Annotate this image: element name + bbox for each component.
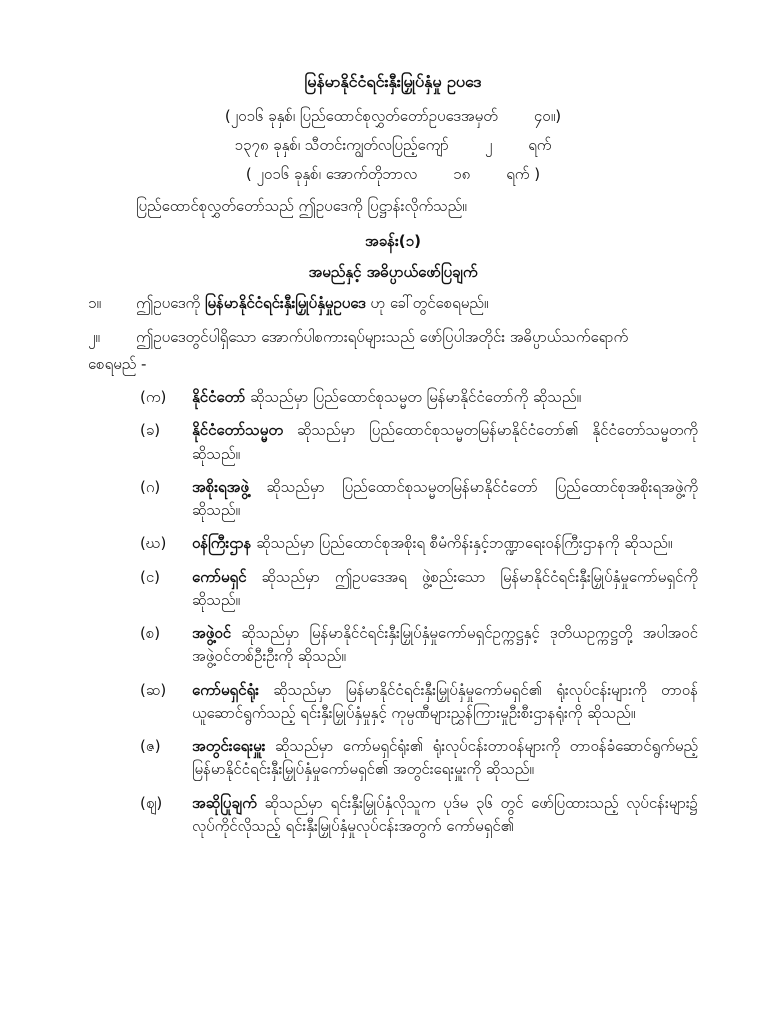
gregorian-date-day: ၁၈ [453, 165, 471, 184]
definition-item [88, 386, 698, 409]
burmese-date-line [88, 134, 698, 157]
definition-item [88, 476, 698, 523]
definition-item [88, 622, 698, 669]
section-2 [88, 326, 698, 349]
definition-term: နိုင်ငံတော် [192, 388, 246, 407]
definition-term: နိုင်ငံတော်သမ္မတ [192, 421, 283, 440]
enactment-clause: ပြည်ထောင်စုလွှတ်တော်သည် ဤဥပဒေကို ပြဋ္ဌာန်းလိုက်သည်။ [136, 196, 467, 215]
section-number: ၂။ [88, 327, 100, 346]
definition-mark: (ဂ) [140, 477, 161, 496]
definition-text: ဆိုသည်မှာ မြန်မာနိုင်ငံရင်းနှီးမြှုပ်နှံမှုကော်မရှင်၏ ရုံးလုပ်ငန်းများကို တာဝန်ယူဆောင်ရွက်သည့် ရင်းနှီးမြှုပ်နှံမှုနှင့် ကုမ္ပဏီများညွှန်ကြားမှုဦးစီးဌာနရုံးကို ဆိုသည်။ [192, 680, 698, 722]
chapter-label: အခန်း(၁) [365, 231, 421, 250]
definition-text: ဆိုသည်မှာ မြန်မာနိုင်ငံရင်းနှီးမြှုပ်နှံမှုကော်မရှင်ဥက္ကဋ္ဌနှင့် ဒုတိယဥက္ကဋ္ဌတို့ အပါအဝင် အဖွဲ့ဝင်တစ်ဦးဦးကို ဆိုသည်။ [192, 624, 698, 666]
definition-text: ဆိုသည်မှာ ဤဥပဒေအရ ဖွဲ့စည်းသော မြန်မာနိုင်ငံရင်းနှီးမြှုပ်နှံမှုကော်မရှင်ကို ဆိုသည်။ [192, 567, 698, 609]
section-text [136, 292, 698, 315]
definition-item [88, 735, 698, 782]
definition-mark: (ဃ) [140, 534, 167, 553]
section-2-continuation: စေရမည် - [88, 354, 147, 373]
burmese-date-prefix: ၁၃၇၈ ခုနှစ်၊ သီတင်းကျွတ်လပြည့်ကျော် [234, 136, 449, 155]
definition-text: ဆိုသည်မှာ ပြည်ထောင်စုအစိုးရ စီမံကိန်းနှင့်ဘဏ္ဍာရေးဝန်ကြီးဌာနကို ဆိုသည်။ [251, 534, 673, 553]
burmese-date-day: ၂ [484, 136, 493, 155]
definition-term: အဖွဲ့ဝင် [192, 624, 232, 643]
section-number: ၁။ [88, 294, 101, 313]
section-text: ဤဥပဒေတွင်ပါရှိသော အောက်ပါစကားရပ်များသည် ဖော်ပြပါအတိုင်း အဓိပ္ပာယ်သက်ရောက် [136, 327, 629, 346]
definition-term: ကော်မရှင် [192, 567, 247, 586]
definition-mark: (ခ) [140, 421, 161, 440]
definition-mark: (ဈ) [140, 793, 163, 812]
section-text-post: ဟု ခေါ်တွင်စေရမည်။ [365, 294, 489, 313]
gregorian-date-suffix: ရက် ) [506, 165, 541, 184]
law-number-value: ၄၀။) [533, 106, 562, 125]
definition-term: အစိုးရအဖွဲ့ [192, 477, 249, 496]
chapter-name: အမည်နှင့် အဓိပ္ပာယ်ဖော်ပြချက် [308, 263, 478, 282]
definition-term: အဆိုပြုချက် [192, 793, 257, 812]
definition-item [88, 532, 698, 555]
definition-term: အတွင်းရေးမှူး [192, 737, 266, 756]
gregorian-date-line [88, 163, 698, 186]
definition-term: ဝန်ကြီးဌာန [192, 534, 252, 553]
law-title: မြန်မာနိုင်ငံရင်းနှီးမြှုပ်နှံမှု ဥပဒေ [304, 72, 482, 91]
law-number-line [88, 105, 698, 128]
definition-text: ဆိုသည်မှာ ပြည်ထောင်စုသမ္မတမြန်မာနိုင်ငံတော် ပြည်ထောင်စုအစိုးရအဖွဲ့ကို ဆိုသည်။ [192, 477, 698, 520]
definition-mark: (ဆ) [140, 680, 167, 699]
section-law-name: မြန်မာနိုင်ငံရင်းနှီးမြှုပ်နှံမှုဥပဒေ [205, 294, 366, 313]
section-text-pre: ဤဥပဒေကို [136, 294, 205, 313]
section-1 [88, 292, 698, 315]
definition-text: ဆိုသည်မှာ ရင်းနှီးမြှုပ်နှံလိုသူက ပုဒ်မ ၃၆ တွင် ဖော်ပြထားသည့် လုပ်ငန်းများ၌ လုပ်ကိုင်လိုသည့် ရင်းနှီးမြှုပ်နှံမှုလုပ်ငန်းအတွက် ကော်မရှင်၏ [192, 793, 698, 835]
definition-item [88, 792, 698, 839]
gregorian-date-prefix: ( ၂၀၁၆ ခုနှစ်၊ အောက်တိုဘာလ [245, 165, 418, 184]
definition-mark: (က) [140, 388, 167, 407]
definition-mark: (စ) [140, 624, 161, 643]
law-number-prefix: (၂၀၁၆ ခုနှစ်၊ ပြည်ထောင်စုလွှတ်တော်ဥပဒေအမှတ် [224, 106, 498, 125]
burmese-date-suffix: ရက် [528, 136, 552, 155]
definition-item [88, 566, 698, 613]
definition-item [88, 419, 698, 466]
definition-item [88, 679, 698, 726]
definition-term: ကော်မရှင်ရုံး [192, 680, 259, 699]
definition-mark: (င) [140, 567, 161, 586]
definition-text: ဆိုသည်မှာ ပြည်ထောင်စုသမ္မတ မြန်မာနိုင်ငံတော်ကို ဆိုသည်။ [245, 388, 582, 407]
definition-text: ဆိုသည်မှာ ကော်မရှင်ရုံး၏ ရုံးလုပ်ငန်းတာဝန်များကို တာဝန်ခံဆောင်ရွက်မည့် မြန်မာနိုင်ငံရင်းနှီးမြှုပ်နှံမှုကော်မရှင်၏ အတွင်းရေးမှူးကို ဆိုသည်။ [192, 737, 698, 779]
definition-mark: (ဇ) [140, 737, 161, 756]
definition-text: ဆိုသည်မှာ ပြည်ထောင်စုသမ္မတမြန်မာနိုင်ငံတော်၏ နိုင်ငံတော်သမ္မတကို ဆိုသည်။ [192, 421, 698, 463]
